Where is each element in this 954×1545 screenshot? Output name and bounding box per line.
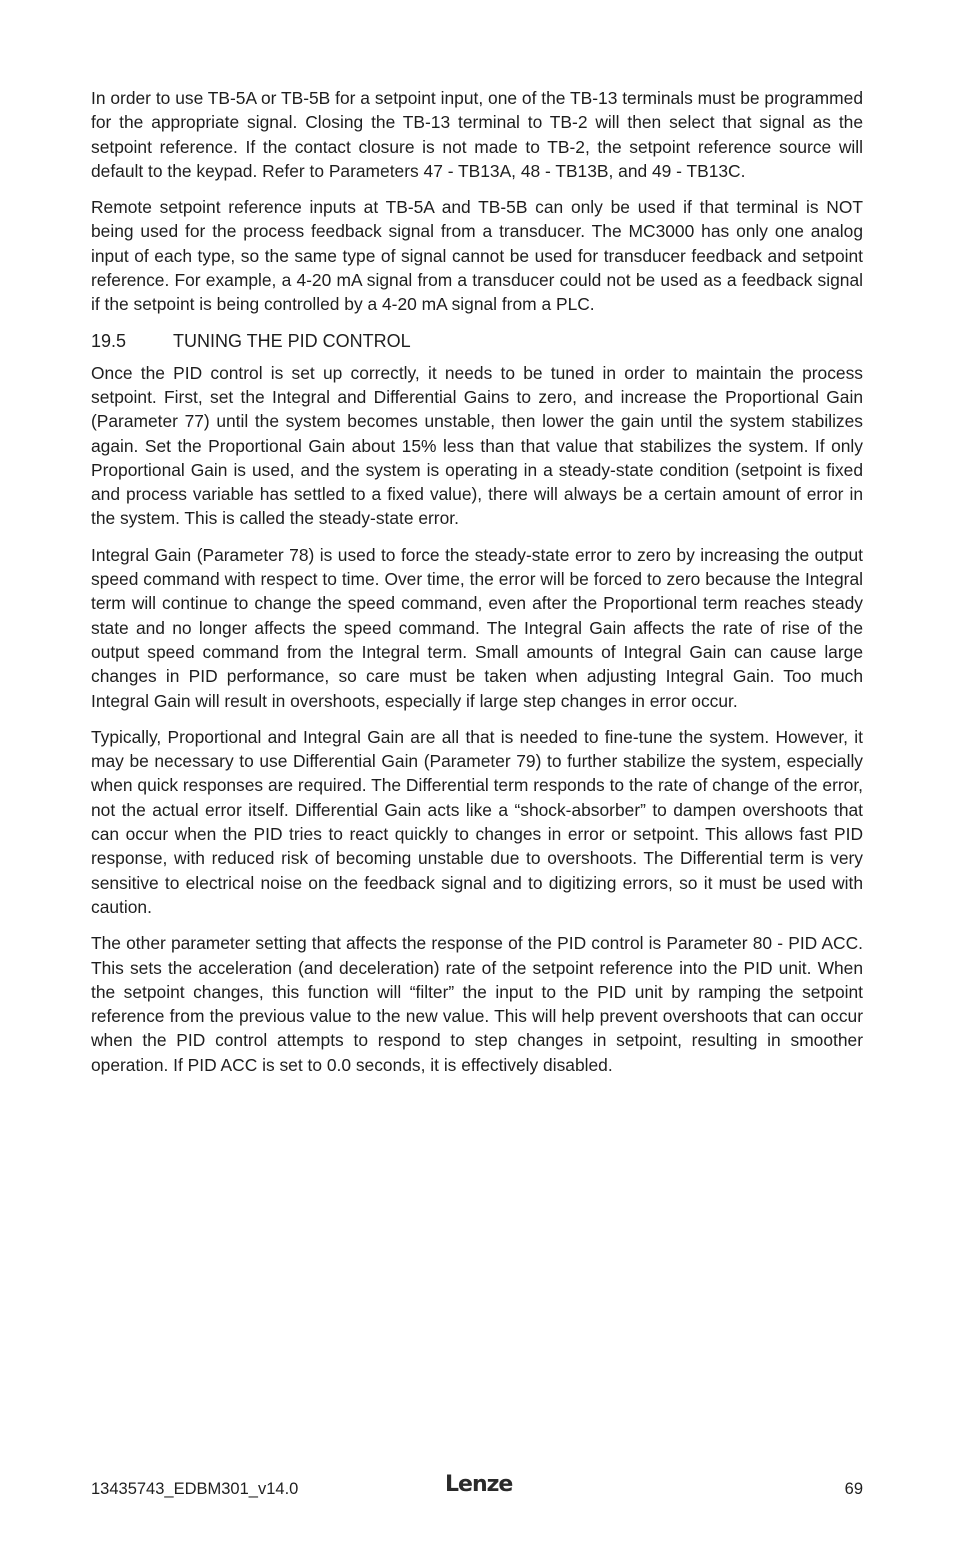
section-heading xyxy=(91,329,863,353)
paragraph-differential-gain: Typically, Proportional and Integral Gain are all that is needed to fine-tune the system. However, it may be necessary to use Differential Gain (Parameter 79) to further stabilize the system, especially when quick responses are required. The Differential term responds to the rate of change of the error, not the actual error itself. Differential Gain acts like a “shock-absorber” to dampen overshoots that can occur when the PID tries to react quickly to changes in error or setpoint. This allows fast PID response, with reduced risk of becoming unstable due to overshoots. The Differential term is very sensitive to electrical noise on the feedback signal and to digitizing errors, so it must be used with caution. xyxy=(91,726,863,917)
paragraph-integral-gain: Integral Gain (Parameter 78) is used to force the steady-state error to zero by increasing the output speed command with respect to time. Over time, the error will be forced to zero because the Integral term will continue to change the speed command, even after the Proportional term reaches steady state and no longer affects the speed command. The Integral Gain affects the rate of rise of the output speed command from the Integral term. Small amounts of Integral Gain can cause large changes in PID performance, so care must be taken when adjusting Integral Gain. Too much Integral Gain will result in overshoots, especially if large step changes in error occur. xyxy=(91,544,863,711)
page-number: 69 xyxy=(844,1480,863,1498)
lenze-logo: Lenze xyxy=(445,1472,513,1497)
document-id: 13435743_EDBM301_v14.0 xyxy=(91,1480,299,1498)
section-number: 19.5 xyxy=(91,330,127,351)
paragraph-setpoint-input: In order to use TB-5A or TB-5B for a setpoint input, one of the TB-13 terminals must be programmed for the appropriate signal. Closing the TB-13 terminal to TB-2 will then select that signal as the setpoint reference. If the contact closure is not made to TB-2, the setpoint reference source will default to the keypad. Refer to Parameters 47 - TB13A, 48 - TB13B, and 49 - TB13C. xyxy=(91,88,863,181)
section-title: TUNING THE PID CONTROL xyxy=(173,330,411,351)
paragraph-remote-setpoint: Remote setpoint reference inputs at TB-5A and TB-5B can only be used if that terminal is NOT being used for the process feedback signal from a transducer. The MC3000 has only one analog input of each type, so the same type of signal cannot be used for transducer feedback and setpoint reference. For example, a 4-20 mA signal from a transducer could not be used as a feedback signal if the setpoint is being controlled by a 4-20 mA signal from a PLC. xyxy=(91,197,863,315)
page-body xyxy=(91,86,863,1089)
paragraph-tuning-proportional: Once the PID control is set up correctly, it needs to be tuned in order to maintain the process setpoint. First, set the Integral and Differential Gains to zero, and increase the Proportional Gain (Parameter 77) until the system becomes unstable, then lower the gain until the system stabilizes again. Set the Proportional Gain about 15% less than that value that stabilizes the system. If only Proportional Gain is used, and the system is operating in a steady-state condition (setpoint is fixed and process variable has settled to a fixed value), there will always be a certain amount of error in the system. This is called the steady-state error. xyxy=(91,362,863,529)
paragraph-pid-acc: The other parameter setting that affects the response of the PID control is Parameter 80 - PID ACC. This sets the acceleration (and deceleration) rate of the setpoint reference into the PID unit. When the setpoint changes, this function will “filter” the input to the PID unit by ramping the setpoint reference from the previous value to the new value. This will help prevent overshoots that can occur when the PID control attempts to respond to step changes in setpoint, resulting in smoother operation. If PID ACC is set to 0.0 seconds, it is effectively disabled. xyxy=(91,933,863,1075)
page-footer xyxy=(91,1472,863,1502)
